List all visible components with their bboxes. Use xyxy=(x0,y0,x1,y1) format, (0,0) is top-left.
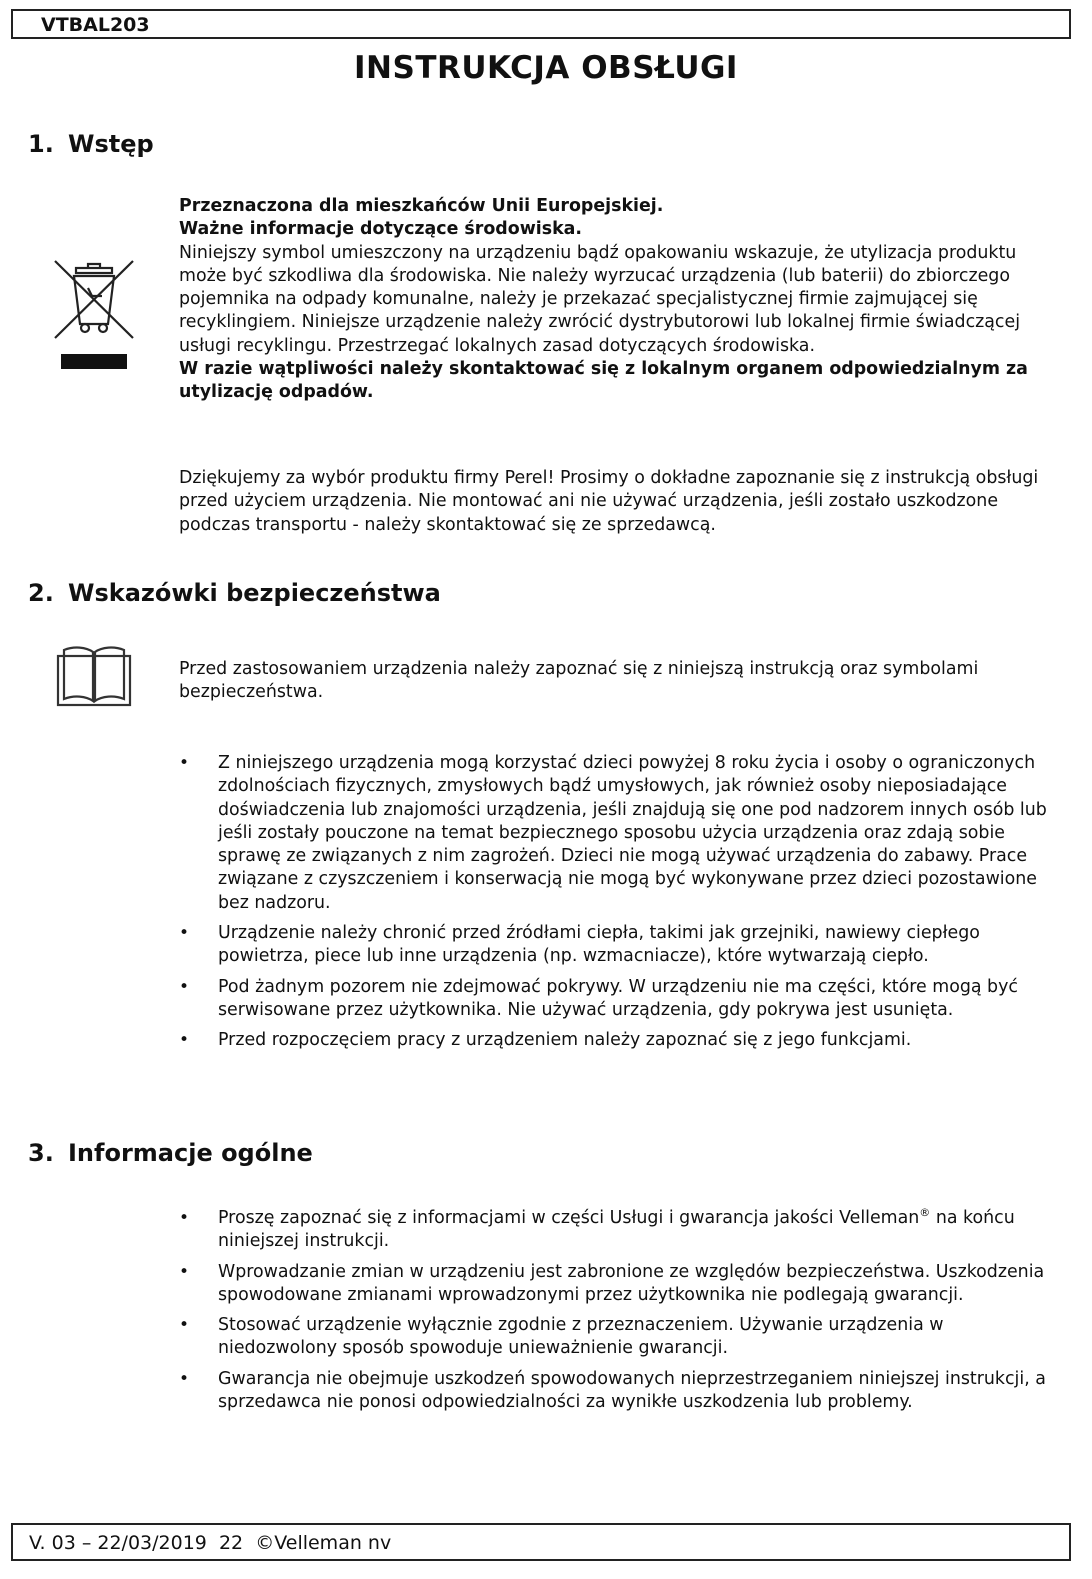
document-title: INSTRUKCJA OBSŁUGI xyxy=(354,50,738,86)
section-2-number: 2. xyxy=(28,579,54,607)
environment-contact-line: W razie wątpliwości należy skontaktować się z lokalnym organem odpowiedzialnym za utylizację odpadów. xyxy=(179,359,1028,403)
section-1-title: Wstęp xyxy=(68,130,154,158)
section-1-number: 1. xyxy=(28,130,54,158)
bullet-icon: • xyxy=(179,1315,190,1336)
environment-notice xyxy=(179,195,1059,405)
list-item: • Stosować urządzenie wyłącznie zgodnie z przeznaczeniem. Używanie urządzenia w niedozwolony sposób spowoduje unieważnienie gwarancji. xyxy=(179,1315,944,1359)
header-box xyxy=(11,9,1071,39)
thanks-paragraph xyxy=(179,467,1059,537)
read-manual-icon xyxy=(56,645,132,707)
registered-mark: ® xyxy=(919,1206,931,1220)
footer-box xyxy=(11,1523,1071,1561)
footer-version: V. 03 – 22/03/2019 22 ©Velleman nv xyxy=(29,1532,392,1554)
list-item: • Urządzenie należy chronić przed źródłami ciepła, takimi jak grzejniki, nawiewy ciepłego powietrza, piece lub inne urządzenia (np. wzmacniacze), które wytwarzają ciepło. xyxy=(179,923,980,967)
list-item: • Wprowadzanie zmian w urządzeniu jest zabronione ze względów bezpieczeństwa. Uszkodzenia spowodowane zmianami wprowadzonymi przez użytkownika nie podlegają gwarancji. xyxy=(179,1261,1045,1305)
model-code: VTBAL203 xyxy=(41,14,150,36)
eu-residents-line: Przeznaczona dla mieszkańców Unii Europejskiej. xyxy=(179,196,664,216)
bullet-icon: • xyxy=(179,923,190,944)
manual-note xyxy=(179,658,979,705)
section-3-heading xyxy=(28,1139,313,1167)
bullet-icon: • xyxy=(179,976,190,997)
section-1-heading xyxy=(28,130,154,158)
list-item: • Z niniejszego urządzenia mogą korzystać dzieci powyżej 8 roku życia i osoby o ograniczonych zdolnościach fizycznych, zmysłowych bądź umysłowych, jak również osoby nieposiadające doświadczenia lub znajomości urządzenia, jeśli znajdują się one pod nadzorem innych osób lub jeśli zostały pouczone na temat bezpiecznego sposobu użycia urządzenia oraz zdają sobie sprawę ze związanych z nim zagrożeń. Dzieci nie mogą używać urządzenia do zabawy. Prace związane z czyszczeniem i konserwacją nie mogą być wykonywane przez dzieci pozostawione bez nadzoru. xyxy=(179,753,1047,913)
bullet-icon: • xyxy=(179,753,190,773)
bullet-icon: • xyxy=(179,1368,190,1389)
safety-list xyxy=(179,752,1049,1060)
general-info-list xyxy=(179,1207,1049,1421)
section-3-number: 3. xyxy=(28,1139,54,1167)
section-2-heading xyxy=(28,579,441,607)
list-item: • Gwarancja nie obejmuje uszkodzeń spowodowanych nieprzestrzeganiem niniejszej instrukcji, a sprzedawca nie ponosi odpowiedzialności za wynikłe uszkodzenia lub problemy. xyxy=(179,1368,1046,1413)
bullet-icon: • xyxy=(179,1208,190,1228)
list-item: • Proszę zapoznać się z informacjami w części Usługi i gwarancja jakości Velleman® na końcu niniejszej instrukcji. xyxy=(179,1206,1015,1252)
weee-bin-icon xyxy=(52,258,136,374)
thanks-text: Dziękujemy za wybór produktu firmy Perel! Prosimy o dokładne zapoznanie się z instrukcją obsługi przed użyciem urządzenia. Nie montować ani nie używać urządzenia, jeśli zostało uszkodzone podczas transportu - należy skontaktować się ze sprzedawcą. xyxy=(179,468,1039,535)
bullet-icon: • xyxy=(179,1261,190,1282)
list-item: • Pod żadnym pozorem nie zdejmować pokrywy. W urządzeniu nie ma części, które mogą być serwisowane przez użytkownika. Nie używać urządzenia, gdy pokrywa jest usunięta. xyxy=(179,976,1018,1020)
section-2-title: Wskazówki bezpieczeństwa xyxy=(68,579,441,607)
environment-info-line: Ważne informacje dotyczące środowiska. xyxy=(179,219,582,240)
list-item: • Przed rozpoczęciem pracy z urządzeniem należy zapoznać się z jego funkcjami. xyxy=(179,1029,1049,1052)
manual-note-text: Przed zastosowaniem urządzenia należy zapoznać się z niniejszą instrukcją oraz symbolami bezpieczeństwa. xyxy=(179,659,979,703)
environment-body: Niniejszy symbol umieszczony na urządzeniu bądź opakowaniu wskazuje, że utylizacja produktu może być szkodliwa dla środowiska. Nie należy wyrzucać urządzenia (lub baterii) do zbiorczego pojemnika na odpady komunalne, należy je przekazać specjalistycznej firmie zajmującej się recyklingiem. Niniejsze urządzenie należy zwrócić dystrybutorowi lub lokalnej firmie świadczącej usługi recyklingu. Przestrzegać lokalnych zasad dotyczących środowiska. xyxy=(179,242,1021,356)
bullet-icon: • xyxy=(179,1030,190,1051)
section-3-title: Informacje ogólne xyxy=(68,1139,313,1167)
